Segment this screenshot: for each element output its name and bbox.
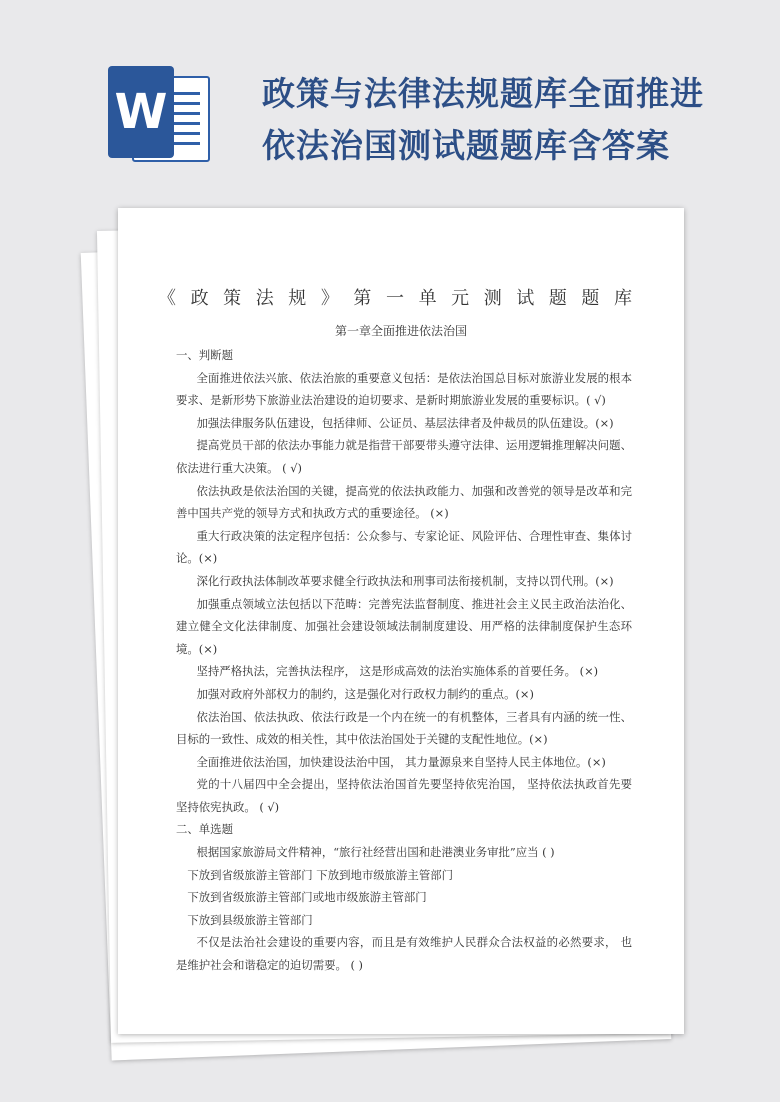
paragraph: 根据国家旅游局文件精神，“旅行社经营出国和赴港澳业务审批”应当 ( ) — [196, 845, 555, 860]
paragraph: 加强对政府外部权力的制约，这是强化对行政权力制约的重点。(×) — [196, 686, 534, 701]
paragraph: 重大行政决策的法定程序包括：公众参与、专家论证、风险评估、合理性审查、集体讨论。(×) — [176, 528, 632, 566]
chapter-title: 第一章全面推进依法治国 — [334, 324, 467, 338]
paragraph: 依法治国、依法执政、依法行政是一个内在统一的有机整体，三者具有内涵的统一性、目标的一致性、成效的相关性，其中依法治国处于关键的支配性地位。(×) — [176, 709, 632, 747]
paragraph: 不仅是法治社会建设的重要内容，而且是有效维护人民群众合法权益的必然要求， 也是维护社会和谐稳定的迫切需要。 ( ) — [176, 935, 632, 973]
document-body — [176, 344, 632, 977]
word-logo-letter: W — [108, 66, 174, 158]
page-title — [262, 68, 762, 172]
paragraph: 坚持严格执法，完善执法程序， 这是形成高效的法治实施体系的首要任务。 (×) — [196, 664, 599, 679]
option-line: 下放到省级旅游主管部门 下放到地市级旅游主管部门 — [187, 867, 453, 882]
option-line: 下放到县级旅游主管部门 — [187, 912, 313, 927]
document-header: 《政策法规》第一单元测试题题库 — [158, 288, 638, 309]
title-line-1: 政策与法律法规题库全面推进 — [262, 74, 704, 113]
title-line-2: 依法治国测试题题库含答案 — [262, 126, 670, 165]
paragraph: 加强重点领域立法包括以下范畴：完善宪法监督制度、推进社会主义民主政治法治化、建立健全文化法律制度、加强社会建设领域法制制度建设、用严格的法律制度保护生态环境。(×) — [176, 596, 632, 656]
word-icon — [108, 66, 206, 158]
paragraph: 全面推进依法治国，加快建设法治中国， 其力量源泉来自坚持人民主体地位。(×) — [196, 754, 606, 769]
paragraph: 依法执政是依法治国的关键，提高党的依法执政能力、加强和改善党的领导是改革和完善中国共产党的领导方式和执政方式的重要途径。 (×) — [176, 483, 632, 521]
paragraph: 提高党员干部的依法办事能力就是指营干部要带头遵守法律、运用逻辑推理解决问题、依法进行重大决策。 ( √) — [176, 438, 632, 475]
section-heading: 一、判断题 — [176, 348, 233, 362]
section-heading: 二、单选题 — [176, 822, 233, 837]
paragraph: 加强法律服务队伍建设，包括律师、公证员、基层法律者及仲裁员的队伍建设。(×) — [196, 415, 614, 430]
paragraph: 党的十八届四中全会提出，坚持依法治国首先要坚持依宪治国， 坚持依法执政首先要坚持依宪执政。 ( √) — [176, 777, 632, 814]
paragraph: 深化行政执法体制改革要求健全行政执法和刑事司法衔接机制，支持以罚代刑。(×) — [196, 573, 614, 588]
paragraph: 全面推进依法兴旅、依法治旅的重要意义包括：是依法治国总目标对旅游业发展的根本要求、是新形势下旅游业法治建设的迫切要求、是新时期旅游业发展的重要标识。( √) — [176, 370, 632, 408]
option-line: 下放到省级旅游主管部门或地市级旅游主管部门 — [187, 890, 427, 905]
document-page — [118, 208, 684, 1034]
